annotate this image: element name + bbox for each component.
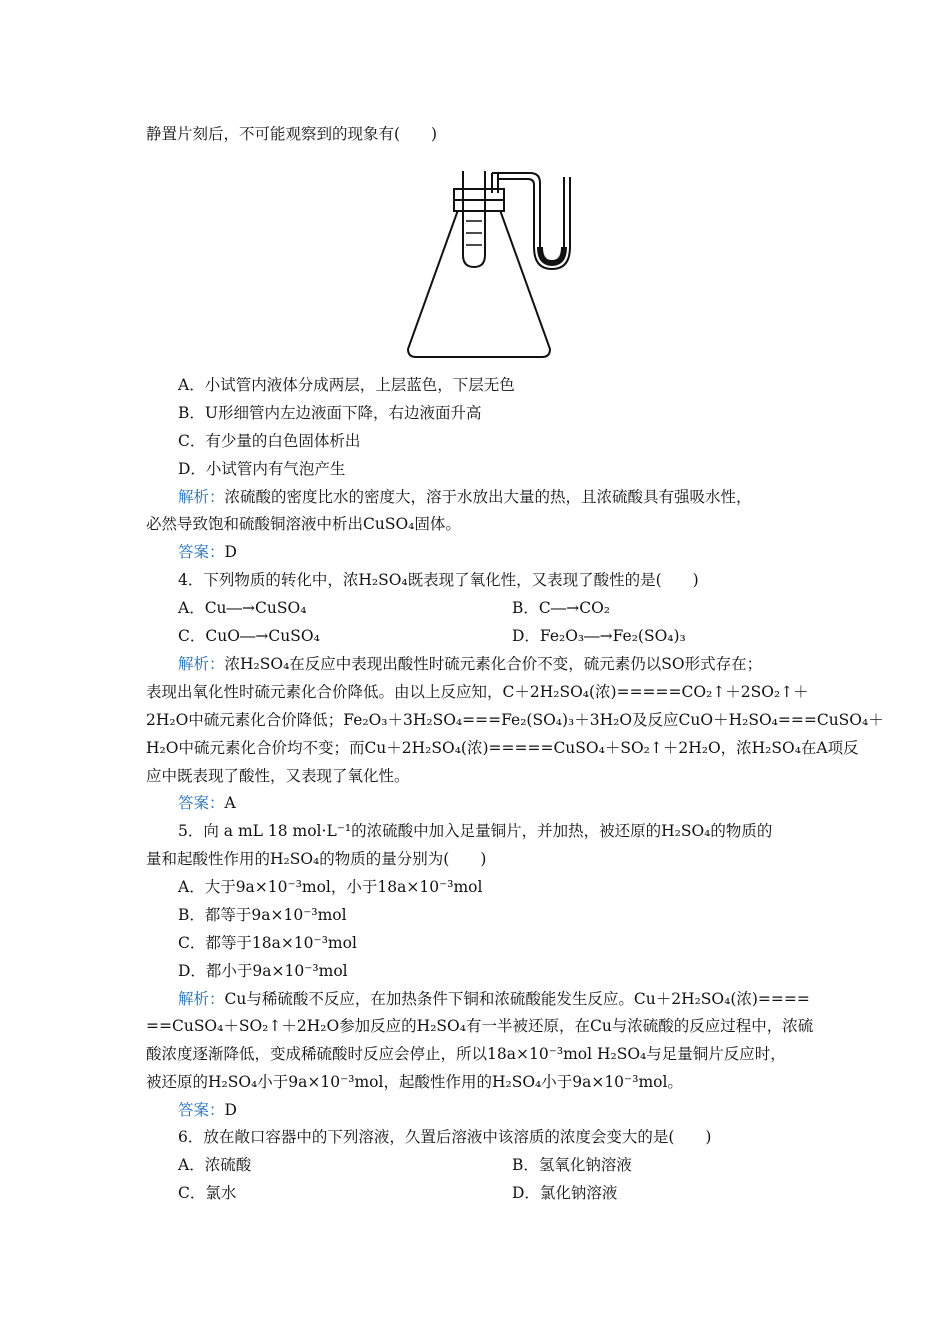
analysis-label: 解析： [178, 655, 225, 673]
q6-option-a: A．浓硫酸 [178, 1156, 252, 1174]
q4-analysis-line3: 2H₂O中硫元素化合价降低；Fe₂O₃＋3H₂SO₄===Fe₂(SO₄)₃＋3H₂O及反应CuO＋H₂SO₄===CuSO₄＋ [146, 711, 884, 729]
q5-option-c: C．都等于18a×10⁻³mol [178, 934, 357, 952]
q3-option-b: B．U形细管内左边液面下降，右边液面升高 [178, 404, 482, 422]
answer-label: 答案： [178, 794, 225, 812]
q5-option-a: A．大于9a×10⁻³mol，小于18a×10⁻³mol [178, 878, 483, 896]
answer-value: A [224, 794, 236, 812]
q4-analysis-line4: H₂O中硫元素化合价均不变；而Cu＋2H₂SO₄(浓)=====CuSO₄＋SO₂↑＋2H₂O，浓H₂SO₄在A项反 [146, 739, 859, 757]
q5-stem-line2: 量和起酸性作用的H₂SO₄的物质的量分别为( ) [146, 850, 487, 868]
apparatus-figure [400, 163, 580, 363]
q5-option-d: D．都小于9a×10⁻³mol [178, 962, 348, 980]
q5-answer [178, 1100, 237, 1120]
q6-option-d: D．氯化钠溶液 [512, 1184, 618, 1202]
q5-analysis-line2: ==CuSO₄＋SO₂↑＋2H₂O参加反应的H₂SO₄有一半被还原，在Cu与浓硫酸的反应过程中，浓硫 [146, 1017, 814, 1035]
analysis-label: 解析： [178, 990, 225, 1008]
q4-stem: 4．下列物质的转化中，浓H₂SO₄既表现了氧化性，又表现了酸性的是( ) [178, 571, 699, 589]
q3-option-d: D．小试管内有气泡产生 [178, 460, 346, 478]
q4-analysis-line5: 应中既表现了酸性，又表现了氧化性。 [146, 767, 410, 785]
analysis-text: Cu与稀硫酸不反应，在加热条件下铜和浓硫酸能发生反应。Cu＋2H₂SO₄(浓)==== [224, 990, 810, 1008]
q4-analysis [178, 654, 762, 674]
q6-option-b: B．氢氧化钠溶液 [512, 1156, 632, 1174]
q6-stem: 6．放在敞口容器中的下列溶液，久置后溶液中该溶质的浓度会变大的是( ) [178, 1128, 712, 1146]
q3-analysis [178, 487, 752, 507]
analysis-text: 浓H₂SO₄在反应中表现出酸性时硫元素化合价不变，硫元素仍以SO形式存在； [224, 655, 763, 673]
answer-label: 答案： [178, 1101, 225, 1119]
q5-analysis-line3: 酸浓度逐渐降低，变成稀硫酸时反应会停止，所以18a×10⁻³mol H₂SO₄与足量铜片反应时， [146, 1045, 786, 1063]
q4-analysis-line2: 表现出氧化性时硫元素化合价降低。由以上反应知，C＋2H₂SO₄(浓)=====CO₂↑＋2SO₂↑＋ [146, 683, 809, 701]
q5-analysis-line4: 被还原的H₂SO₄小于9a×10⁻³mol，起酸性作用的H₂SO₄小于9a×10⁻³mol。 [146, 1073, 683, 1091]
q5-option-b: B．都等于9a×10⁻³mol [178, 906, 347, 924]
analysis-label: 解析： [178, 488, 225, 506]
answer-value: D [224, 1101, 237, 1119]
q3-answer [178, 542, 237, 562]
q4-option-b: B．C―→CO₂ [512, 599, 611, 617]
q6-option-c: C．氯水 [178, 1184, 237, 1202]
q4-option-d: D．Fe₂O₃―→Fe₂(SO₄)₃ [512, 627, 686, 645]
q3-option-a: A．小试管内液体分成两层，上层蓝色，下层无色 [178, 376, 515, 394]
q3-analysis-line2: 必然导致饱和硫酸铜溶液中析出CuSO₄固体。 [146, 515, 461, 533]
answer-label: 答案： [178, 543, 225, 561]
q4-option-c: C．CuO―→CuSO₄ [178, 627, 320, 645]
q5-analysis [178, 989, 810, 1009]
q4-answer [178, 793, 236, 813]
q3-stem-tail: 静置片刻后，不可能观察到的现象有( ) [146, 125, 438, 143]
answer-value: D [224, 543, 237, 561]
q4-option-a: A．Cu―→CuSO₄ [178, 599, 307, 617]
q5-stem: 5．向 a mL 18 mol·L⁻¹的浓硫酸中加入足量铜片，并加热，被还原的H₂SO₄的物质的 [178, 822, 773, 840]
q3-option-c: C．有少量的白色固体析出 [178, 432, 361, 450]
analysis-text: 浓硫酸的密度比水的密度大，溶于水放出大量的热，且浓硫酸具有强吸水性， [224, 488, 752, 506]
